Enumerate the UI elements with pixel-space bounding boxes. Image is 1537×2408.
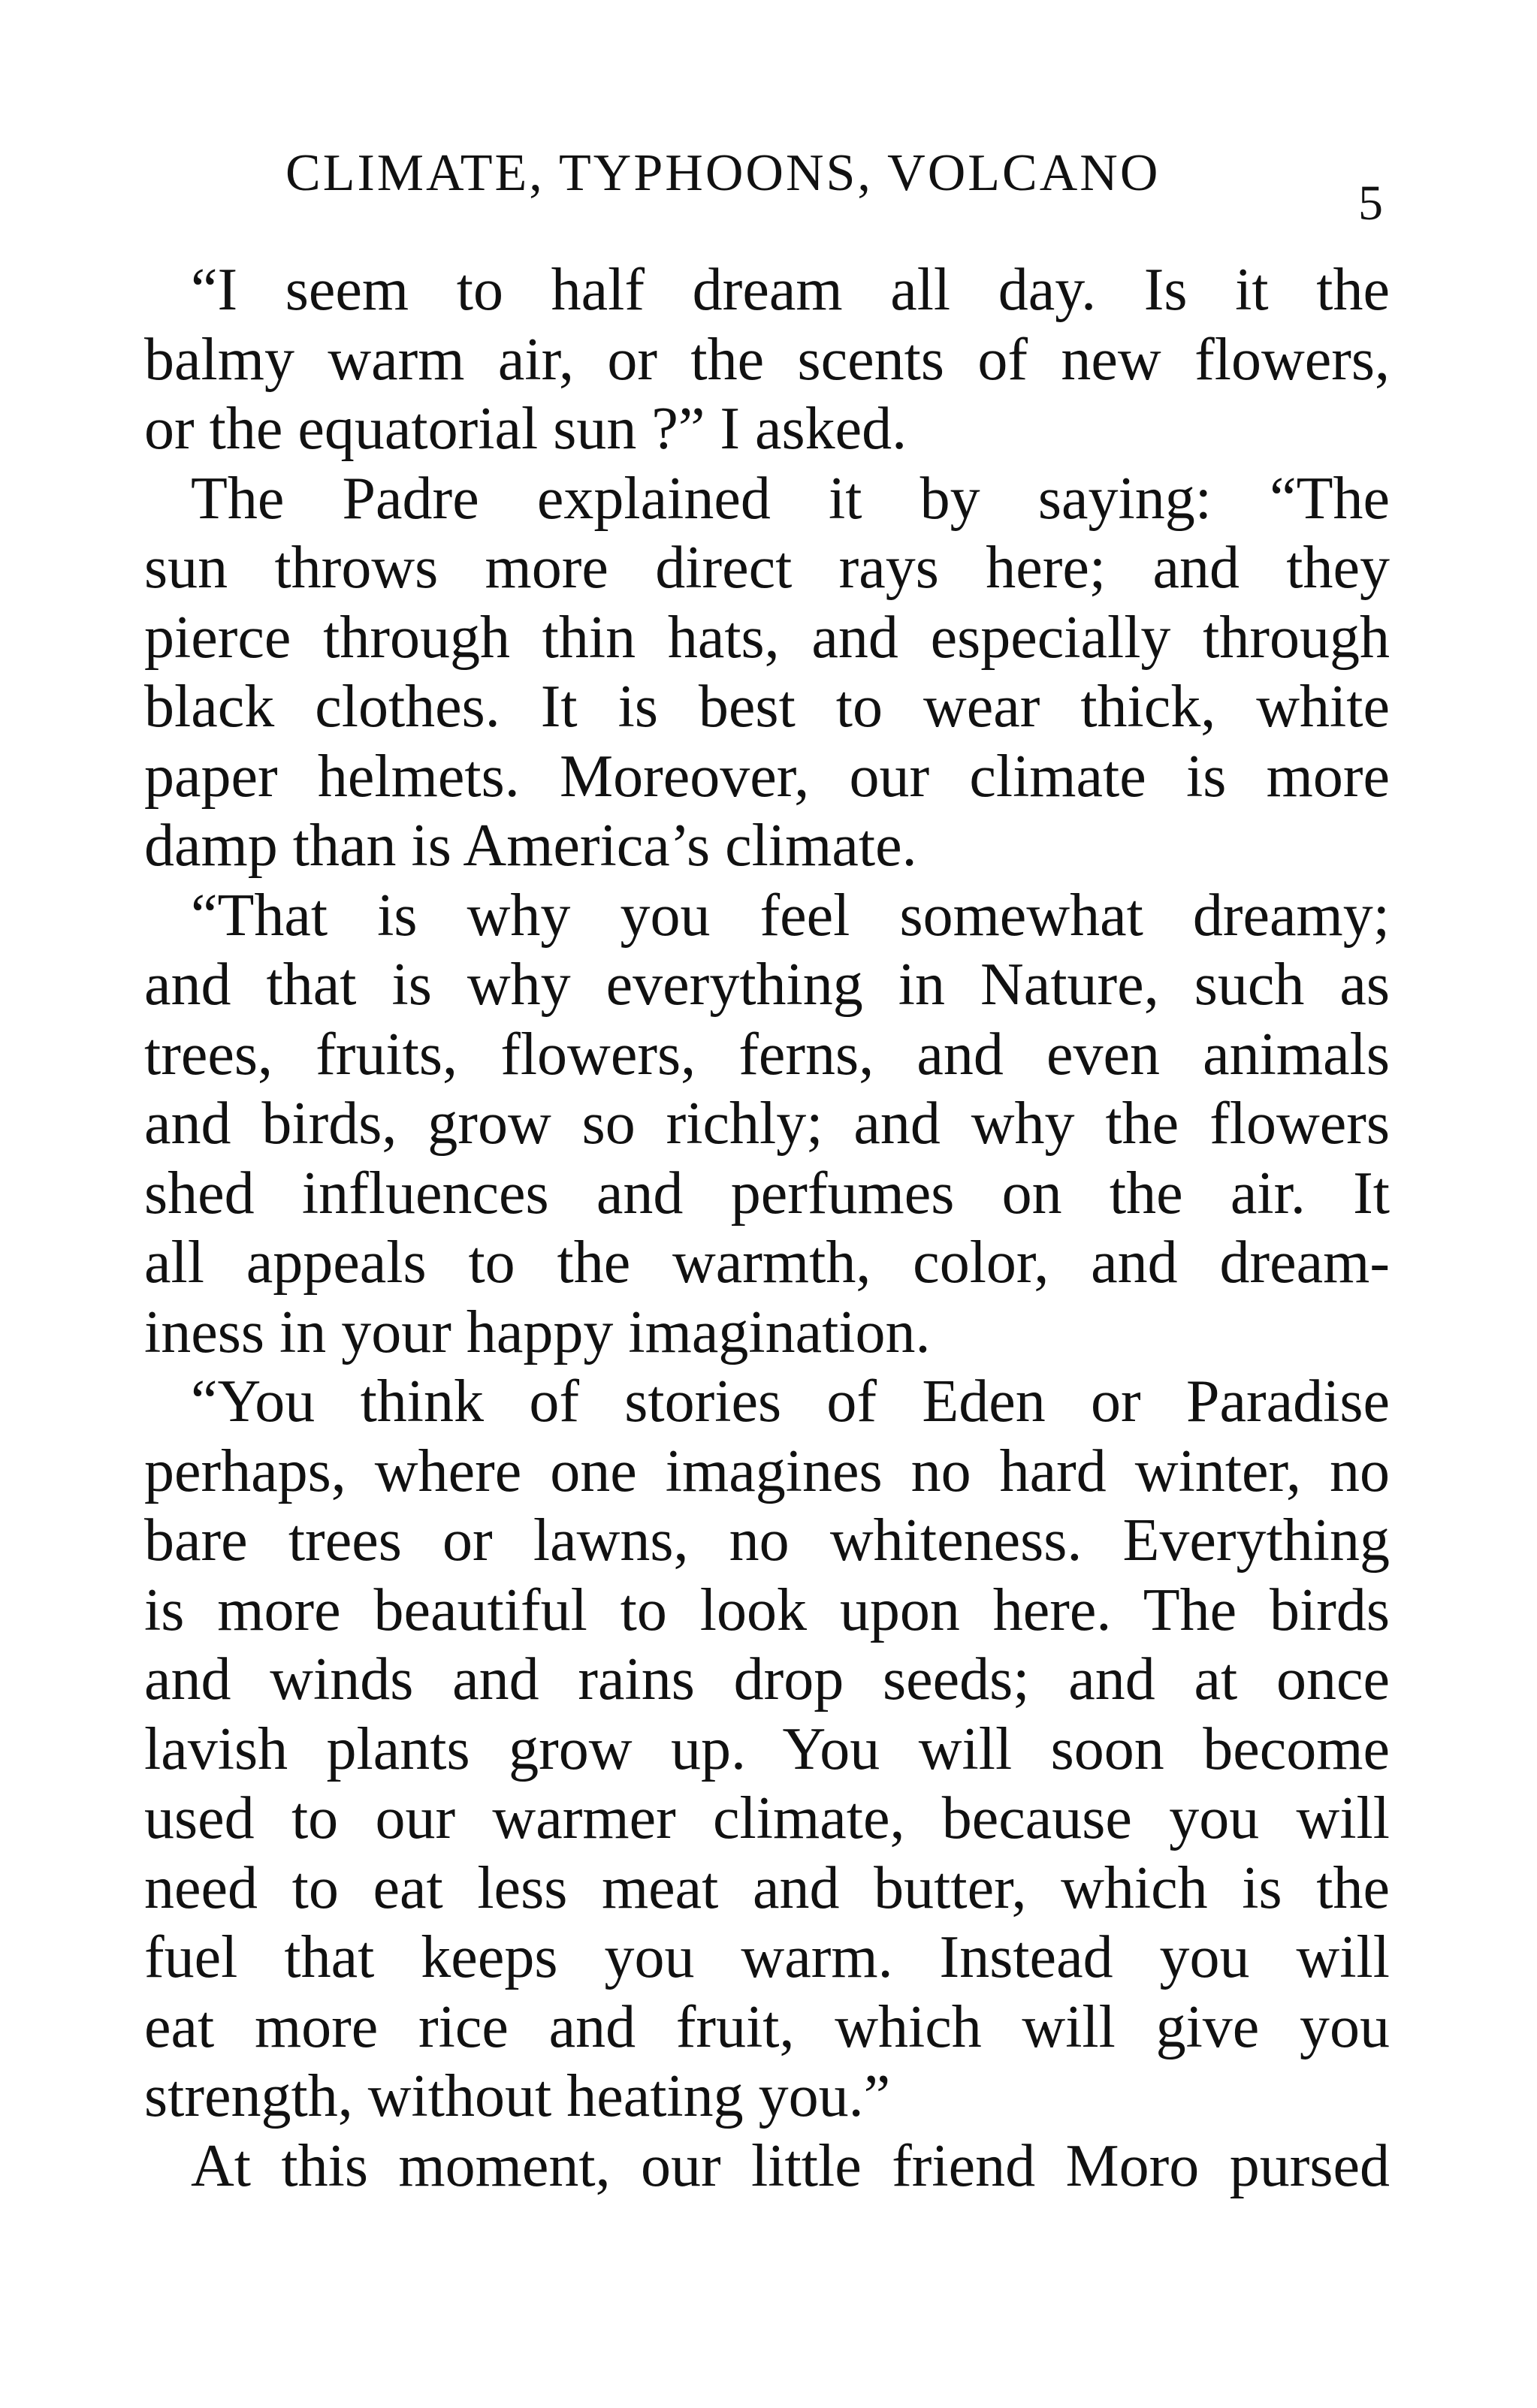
text-line: lavish plants grow up. You will soon become: [144, 1715, 1390, 1782]
text-line: sun throws more direct rays here; and they: [144, 535, 1390, 601]
text-line: “I seem to half dream all day. Is it the: [191, 257, 1390, 323]
text-line: used to our warmer climate, because you will: [144, 1785, 1390, 1851]
text-line: and winds and rains drop seeds; and at once: [144, 1646, 1390, 1712]
page-number: 5: [1358, 176, 1383, 231]
text-line: eat more rice and fruit, which will give you: [144, 1993, 1390, 2060]
text-line: fuel that keeps you warm. Instead you will: [144, 1924, 1390, 1990]
text-line: all appeals to the warmth, color, and dream-: [144, 1230, 1390, 1296]
text-line: perhaps, where one imagines no hard winter, no: [144, 1438, 1390, 1504]
text-line: The Padre explained it by saying: “The: [191, 465, 1390, 532]
text-line: damp than is America’s climate.: [144, 813, 917, 879]
text-line: paper helmets. Moreover, our climate is more: [144, 743, 1390, 810]
text-line: need to eat less meat and butter, which is the: [144, 1854, 1390, 1921]
text-line: strength, without heating you.”: [144, 2063, 891, 2129]
text-line: shed influences and perfumes on the air. It: [144, 1160, 1390, 1227]
text-line: bare trees or lawns, no whiteness. Everything: [144, 1507, 1390, 1574]
text-line: and that is why everything in Nature, such as: [144, 952, 1390, 1018]
text-line: pierce through thin hats, and especially through: [144, 604, 1390, 671]
text-line: balmy warm air, or the scents of new flowers,: [144, 326, 1390, 393]
text-line: “You think of stories of Eden or Paradise: [191, 1368, 1390, 1435]
body-text: [144, 255, 1390, 2201]
text-line: and birds, grow so richly; and why the flowers: [144, 1091, 1390, 1157]
text-line: “That is why you feel somewhat dreamy;: [191, 882, 1390, 949]
text-line: or the equatorial sun ?” I asked.: [144, 396, 907, 462]
text-line: iness in your happy imagination.: [144, 1299, 931, 1365]
text-line: black clothes. It is best to wear thick, white: [144, 674, 1390, 740]
running-title: CLIMATE, TYPHOONS, VOLCANO: [285, 144, 1161, 202]
text-line: trees, fruits, flowers, ferns, and even animals: [144, 1021, 1390, 1088]
text-line: At this moment, our little friend Moro pursed: [191, 2132, 1390, 2199]
text-line: is more beautiful to look upon here. The birds: [144, 1577, 1390, 1643]
